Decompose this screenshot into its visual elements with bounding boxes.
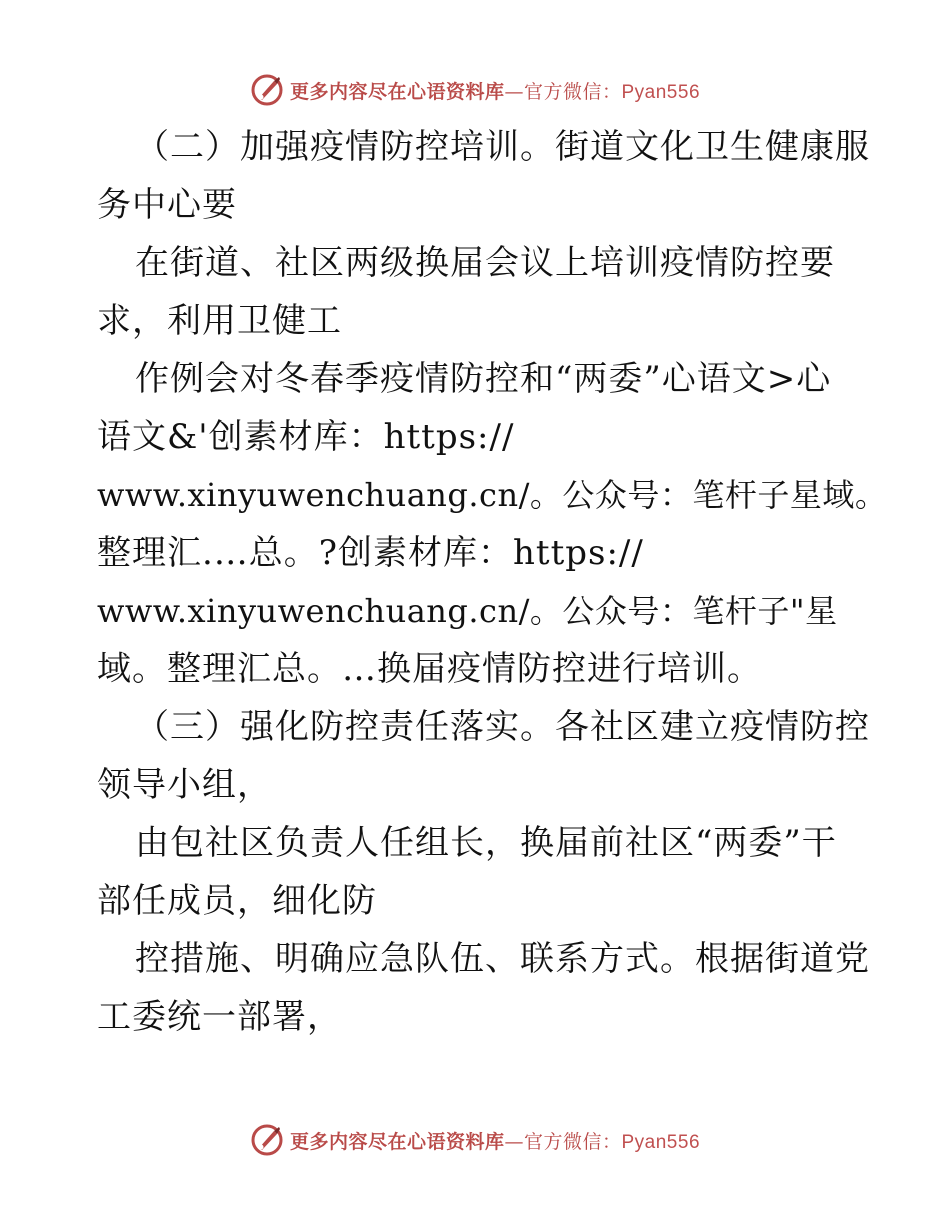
- brand-slogan: 更多内容尽在心语资料库: [289, 80, 505, 103]
- quill-pen-badge-icon: [250, 1123, 284, 1157]
- text-line: 语文&'创素材库：https://: [97, 417, 515, 457]
- text-line: 领导小组，: [97, 765, 272, 805]
- watermark-text: [290, 77, 700, 104]
- official-wechat-label: 官方微信：: [523, 80, 622, 103]
- text-line: 作例会对冬春季疫情防控和“两委”心语文>心: [135, 359, 832, 399]
- text-line: 部任成员，细化防: [97, 881, 377, 921]
- brand-dash: —: [504, 80, 524, 103]
- text-line: 由包社区负责人任组长，换届前社区“两委”干: [135, 823, 837, 863]
- brand-slogan: 更多内容尽在心语资料库: [289, 1130, 505, 1153]
- text-line: 在街道、社区两级换届会议上培训疫情防控要: [135, 243, 835, 283]
- text-line: （二）加强疫情防控培训。街道文化卫生健康服: [135, 127, 870, 167]
- text-line: 控措施、明确应急队伍、联系方式。根据街道党: [135, 939, 870, 979]
- document-body: [97, 118, 888, 1046]
- wechat-id: Pyan556: [621, 1131, 701, 1153]
- text-line: 工委统一部署，: [97, 997, 342, 1037]
- watermark-text: [290, 1127, 700, 1154]
- quill-pen-badge-icon: [250, 73, 284, 107]
- header-watermark: [0, 70, 950, 110]
- brand-dash: —: [504, 1130, 524, 1153]
- text-line: www.xinyuwenchuang.cn/。公众号：笔杆子星域。: [97, 476, 888, 514]
- text-line: 域。整理汇总。…换届疫情防控进行培训。: [97, 649, 762, 689]
- footer-watermark: [0, 1120, 950, 1160]
- text-line: 务中心要: [97, 185, 237, 225]
- text-line: 求，利用卫健工: [97, 301, 342, 341]
- text-line: www.xinyuwenchuang.cn/。公众号：笔杆子"星: [97, 592, 838, 630]
- text-line: （三）强化防控责任落实。各社区建立疫情防控: [135, 707, 870, 747]
- wechat-id: Pyan556: [621, 81, 701, 103]
- official-wechat-label: 官方微信：: [523, 1130, 622, 1153]
- text-line: 整理汇.…总。?创素材库：https://: [97, 533, 644, 573]
